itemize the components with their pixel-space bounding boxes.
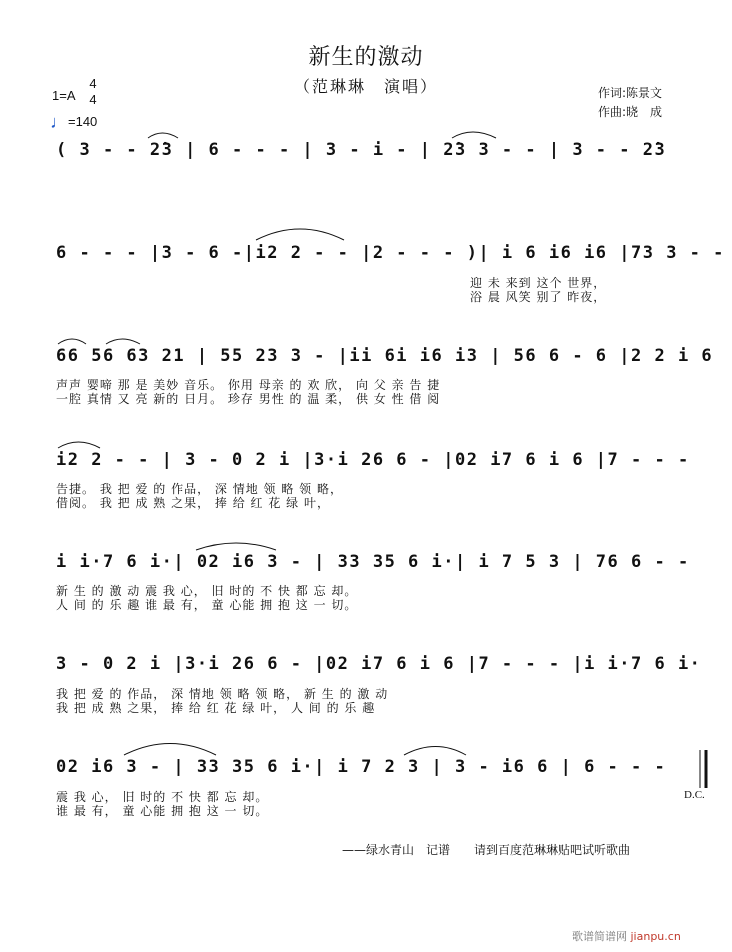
slur [58,442,100,448]
slur [404,747,466,756]
lyrics-line-3-verse-1: 声声 婴啼 那 是 美妙 音乐。 你用 母亲 的 欢 欣， 向 父 亲 告 捷 [56,378,441,392]
slur [196,543,276,550]
score-line-5: i i·7 6 i·| 02 i6 3 - | 33 35 6 i·| i 7 5 3 | 76 6 - - [56,552,690,572]
da-capo-mark: D.C. [684,789,705,801]
score-line-3: 66 56 63 21 | 55 23 3 - |ii 6i i6 i3 | 56 6 - 6 |2 2 i 6 [56,346,714,366]
score-line-2: 6 - - - |3 - 6 -|i2 2 - - |2 - - - )| i 6 i6 i6 |73 3 - - [56,243,725,263]
lyrics-line-4-verse-1: 告捷。 我 把 爱 的 作品， 深 情地 领 略 领 略， [56,482,343,496]
quarter-note-icon: ♩ [50,112,68,132]
lyrics-line-6-verse-2: 我 把 成 熟 之果， 捧 给 红 花 绿 叶， 人 间 的 乐 趣 [56,701,376,715]
lyrics-line-7-verse-1: 震 我 心， 旧 时的 不 快 都 忘 却。 [56,790,269,804]
slur [58,339,86,344]
watermark-site-url: jianpu.cn [630,930,681,943]
score-line-6: 3 - 0 2 i |3·i 26 6 - |02 i7 6 i 6 |7 - - - |i i·7 6 i· [56,654,702,674]
slur [106,339,140,344]
slur [148,133,178,138]
song-subtitle: （范琳琳 演唱） [293,77,438,96]
lyrics-line-7-verse-2: 谁 最 有， 童 心能 拥 抱 这 一 切。 [56,804,269,818]
lyrics-line-5-verse-1: 新 生 的 激 动 震 我 心， 旧 时的 不 快 都 忘 却。 [56,584,358,598]
lyrics-line-3-verse-2: 一腔 真情 又 亮 新的 日月。 珍存 男性 的 温 柔， 供 女 性 借 阅 [56,392,441,406]
key-signature: 1=A [52,88,76,103]
tempo-value: =140 [68,114,98,129]
lyrics-line-4-verse-2: 借阅。 我 把 成 熟 之果， 捧 给 红 花 绿 叶， [56,496,330,510]
lyrics-line-6-verse-1: 我 把 爱 的 作品， 深 情地 领 略 领 略， 新 生 的 激 动 [56,687,389,701]
song-title: 新生的激动 [308,45,424,70]
lyrics-line-2-verse-1: 迎 未 来到 这个 世界， [470,276,607,290]
slur [452,132,496,138]
time-signature-bottom: 4 [89,92,97,107]
watermark-site-name: 歌谱简谱网 [572,930,627,943]
composer-credit: 作曲:晓 成 [598,105,663,119]
lyrics-line-5-verse-2: 人 间 的 乐 趣 谁 最 有， 童 心能 拥 抱 这 一 切。 [56,598,358,612]
time-signature-top: 4 [89,76,97,91]
lyricist-credit: 作词:陈景文 [598,86,663,100]
score-line-7: 02 i6 3 - | 33 35 6 i·| i 7 2 3 | 3 - i6 6 | 6 - - - [56,757,667,777]
slur [256,229,344,240]
score-line-4: i2 2 - - | 3 - 0 2 i |3·i 26 6 - |02 i7 6 i 6 |7 - - - [56,450,690,470]
slur [124,744,216,756]
score-line-1: ( 3 - - 2̇3 | 6 - - - | 3 - i - | 2̇3 3 - - | 3 - - 2̇3 [56,140,667,160]
lyrics-line-2-verse-2: 浴 晨 风笑 别了 昨夜， [470,290,607,304]
site-watermark [572,928,681,944]
transcriber-note: ——绿水青山 记谱 请到百度范琳琳贴吧试听歌曲 [342,843,631,857]
